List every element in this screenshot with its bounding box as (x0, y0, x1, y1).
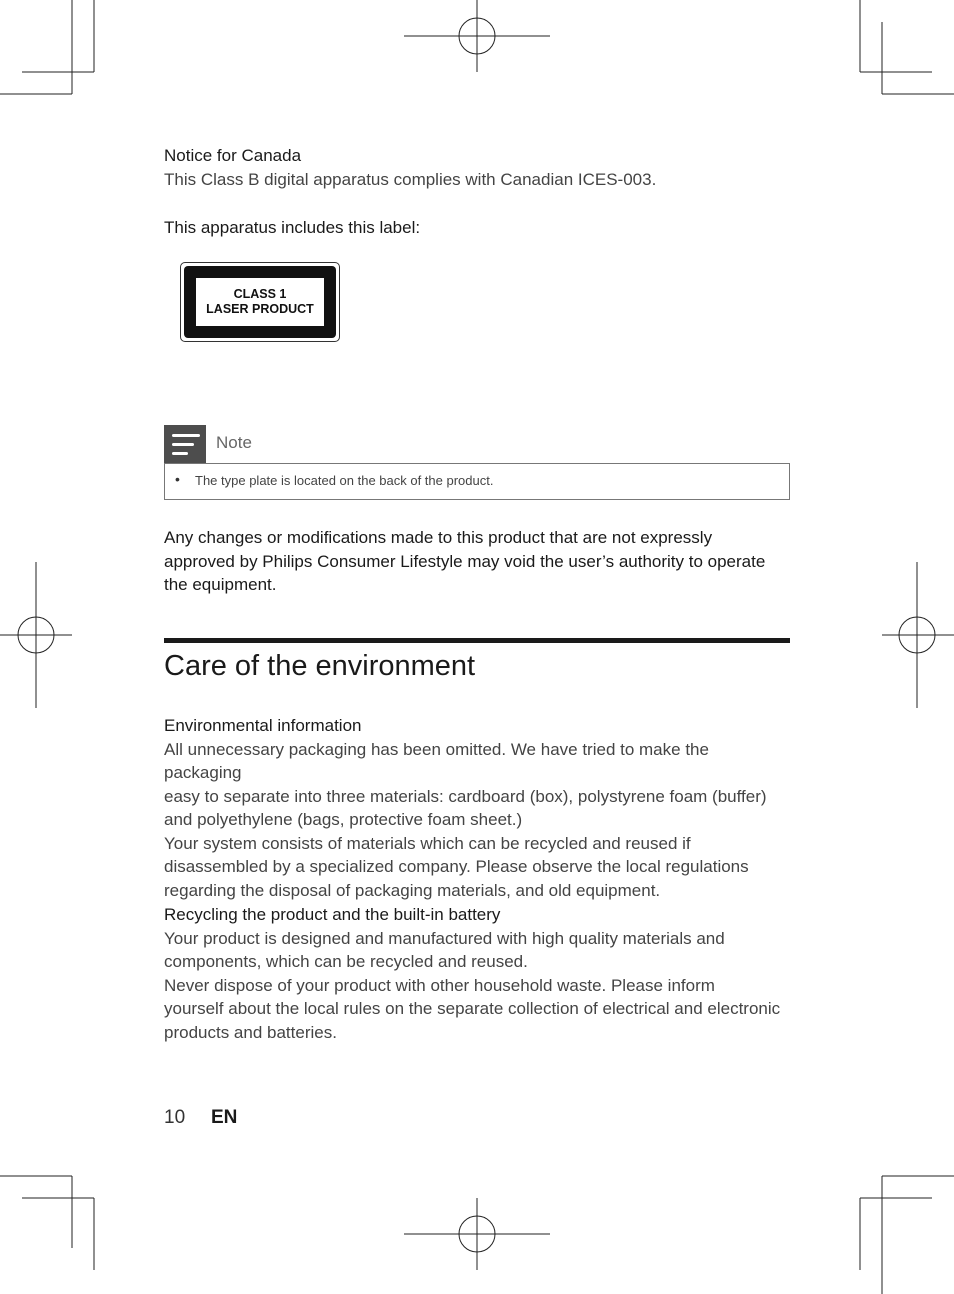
environmental-line: Your system consists of materials which can be recycled and reused if (164, 833, 691, 853)
note-text: The type plate is located on the back of the product. (195, 473, 494, 488)
bullet: • (175, 471, 180, 487)
note-label: Note (216, 433, 252, 452)
laser-label-line2: LASER PRODUCT (206, 302, 314, 316)
environmental-line: All unnecessary packaging has been omitted. We have tried to make the packaging (164, 739, 709, 782)
recycling-line: Never dispose of your product with other household waste. Please inform (164, 975, 715, 995)
environmental-line: regarding the disposal of packaging materials, and old equipment. (164, 880, 661, 900)
recycling-title: Recycling the product and the built-in battery (164, 905, 501, 924)
recycling-line: yourself about the local rules on the separate collection of electrical and electronic (164, 999, 781, 1018)
canada-notice-text: This Class B digital apparatus complies with Canadian ICES-003. (164, 170, 657, 189)
recycling-section (164, 903, 790, 1044)
environmental-section (164, 714, 790, 902)
laser-label-line1: CLASS 1 (233, 287, 287, 301)
section-heading: Care of the environment (164, 650, 476, 682)
environmental-line: and polyethylene (bags, protective foam sheet.) (164, 810, 523, 829)
note-icon (164, 425, 206, 463)
section-rule (164, 638, 790, 643)
note-box (164, 463, 790, 500)
laser-product-label (180, 262, 340, 342)
page-number: 10 (164, 1107, 186, 1128)
canada-notice (164, 146, 790, 192)
environmental-line: easy to separate into three materials: cardboard (box), polystyrene foam (buffer) (164, 786, 767, 806)
environmental-line: disassembled by a specialized company. Please observe the local regulations (164, 857, 749, 876)
changes-line: Any changes or modifications made to this product that are not expressly (164, 528, 713, 547)
changes-line: approved by Philips Consumer Lifestyle may void the user’s authority to operate (164, 551, 766, 571)
changes-line: the equipment. (164, 575, 277, 594)
recycling-line: products and batteries. (164, 1022, 337, 1042)
language-code: EN (211, 1107, 238, 1128)
canada-notice-title: Notice for Canada (164, 146, 302, 165)
recycling-line: Your product is designed and manufactured with high quality materials and (164, 928, 725, 948)
label-intro: This apparatus includes this label: (164, 218, 421, 237)
environmental-title: Environmental information (164, 716, 362, 735)
recycling-line: components, which can be recycled and reused. (164, 952, 528, 971)
changes-paragraph (164, 526, 790, 597)
